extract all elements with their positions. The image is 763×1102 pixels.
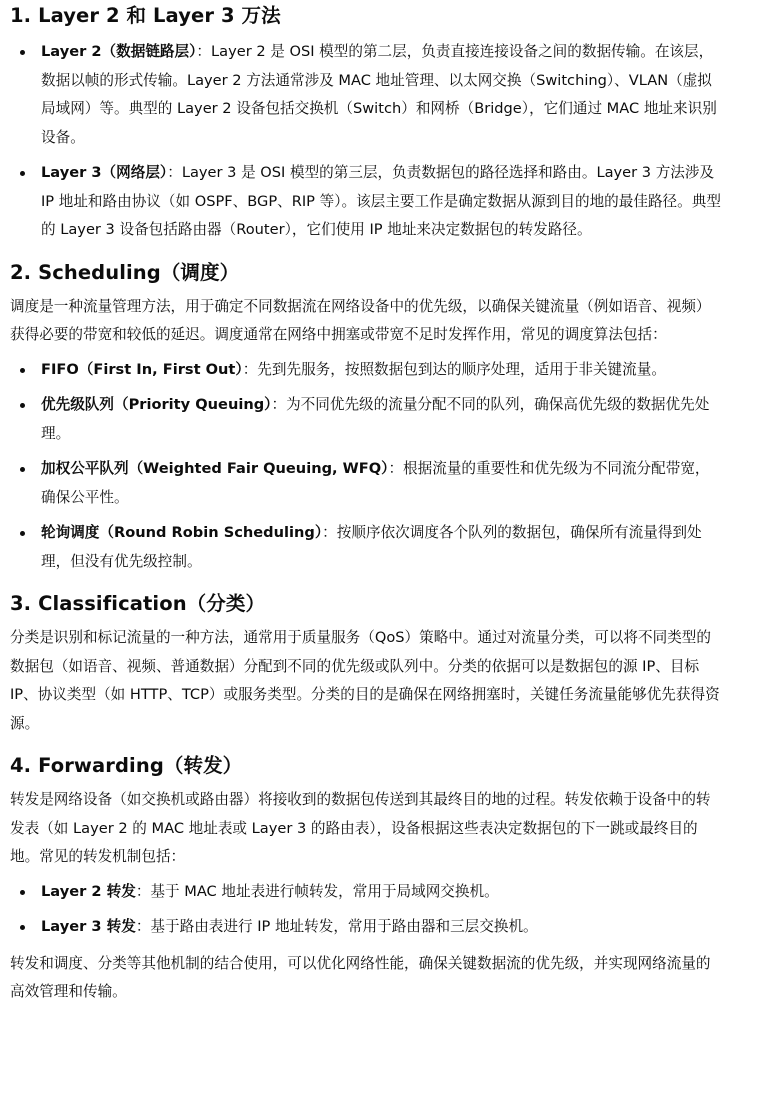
- list-item: [10, 878, 722, 907]
- list-item-text: ：Layer 2 是 OSI 模型的第二层，负责直接连接设备之间的数据传输。在该层，数据以帧的形式传输。Layer 2 方法通常涉及 MAC 地址管理、以太网交换（Switching）、VLAN（虚拟局域网）等。典型的 Layer 2 设备包括交换机（Switch）和网桥（Bridge），它们通过 MAC 地址来识别设备。: [41, 43, 717, 146]
- section-paragraph: 调度是一种流量管理方法，用于确定不同数据流在网络设备中的优先级，以确保关键流量（例如语音、视频）获得必要的带宽和较低的延迟。调度通常在网络中拥塞或带宽不足时发挥作用，常见的调度算法包括：: [10, 297, 711, 343]
- list-item-term: 优先级队列（Priority Queuing）: [41, 396, 272, 413]
- bullet-list: [10, 356, 722, 577]
- list-item-text: ：Layer 3 是 OSI 模型的第三层，负责数据包的路径选择和路由。Layer 3 方法涉及 IP 地址和路由协议（如 OSPF、BGP、RIP 等）。该层主要工作是确定数据从源到目的地的最佳路径。典型的 Layer 3 设备包括路由器（Router），它们使用 IP 地址来决定数据包的转发路径。: [41, 164, 721, 238]
- list-item: [10, 519, 722, 576]
- section-heading: 1. Layer 2 和 Layer 3 万法: [10, 4, 281, 27]
- section-paragraph: 转发是网络设备（如交换机或路由器）将接收到的数据包传送到其最终目的地的过程。转发依赖于设备中的转发表（如 Layer 2 的 MAC 地址表或 Layer 3 的路由表），设备根据这些表决定数据包的下一跳或最终目的地。常见的转发机制包括：: [10, 791, 711, 865]
- list-item-term: Layer 3（网络层）: [41, 164, 168, 181]
- list-item: [10, 159, 722, 245]
- section-forwarding: [10, 750, 722, 1007]
- list-item-term: Layer 2（数据链路层）: [41, 43, 197, 60]
- list-item-term: 加权公平队列（Weighted Fair Queuing, WFQ）: [41, 460, 389, 477]
- list-item-text: ：按顺序依次调度各个队列的数据包，确保所有流量得到处理，但没有优先级控制。: [41, 524, 702, 570]
- list-item-term: Layer 2 转发: [41, 882, 136, 900]
- list-item: [10, 38, 722, 152]
- bullet-list: [10, 38, 722, 245]
- list-item: [10, 913, 722, 942]
- section-scheduling: [10, 257, 722, 577]
- bullet-list: [10, 878, 722, 942]
- list-item-text: ：基于路由表进行 IP 地址转发，常用于路由器和三层交换机。: [135, 918, 538, 935]
- list-item-text: ：为不同优先级的流量分配不同的队列，确保高优先级的数据优先处理。: [41, 396, 710, 442]
- section-paragraph: 分类是识别和标记流量的一种方法，通常用于质量服务（QoS）策略中。通过对流量分类，可以将不同类型的数据包（如语音、视频、普通数据）分配到不同的优先级或队列中。分类的依据可以是数据包的源 IP、目标 IP、协议类型（如 HTTP、TCP）或服务类型。分类的目的是确保在网络拥塞时，关键任务流量能够优先获得资源。: [10, 629, 720, 732]
- list-item-text: ：先到先服务，按照数据包到达的顺序处理，适用于非关键流量。: [242, 360, 666, 378]
- list-item-term: FIFO（First In, First Out）: [41, 360, 243, 378]
- section-heading: 3. Classification（分类）: [10, 592, 266, 615]
- list-item-term: 轮询调度（Round Robin Scheduling）: [41, 524, 323, 541]
- section-layer2-layer3: [10, 0, 722, 245]
- closing-paragraph: 转发和调度、分类等其他机制的结合使用，可以优化网络性能，确保关键数据流的优先级，并实现网络流量的高效管理和传输。: [10, 954, 711, 1000]
- section-classification: [10, 588, 722, 738]
- section-heading: 2. Scheduling（调度）: [10, 260, 240, 284]
- list-item-term: Layer 3 转发: [41, 918, 136, 935]
- list-item: [10, 391, 722, 448]
- list-item: [10, 455, 722, 512]
- list-item-text: ：基于 MAC 地址表进行帧转发，常用于局域网交换机。: [135, 882, 499, 900]
- list-item-text: ：根据流量的重要性和优先级为不同流分配带宽，确保公平性。: [41, 460, 710, 506]
- list-item: [10, 356, 722, 385]
- section-heading: 4. Forwarding（转发）: [10, 754, 243, 777]
